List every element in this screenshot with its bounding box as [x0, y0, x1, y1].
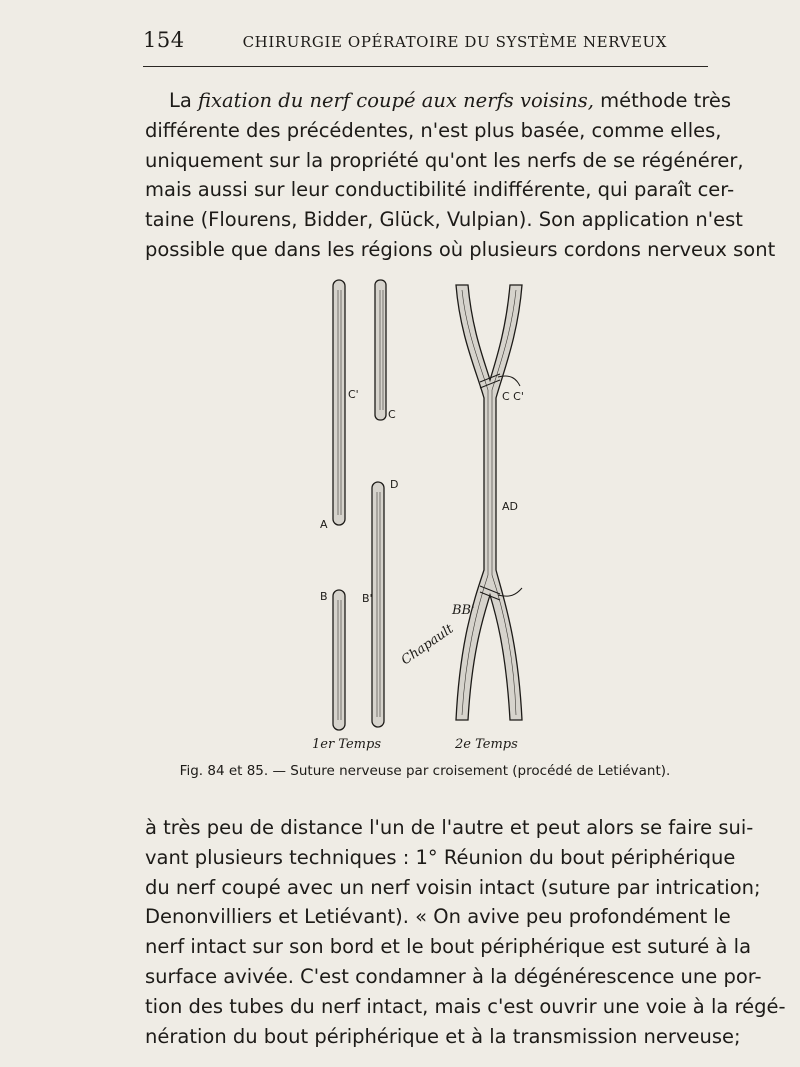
nerve-segment-b — [333, 590, 345, 730]
text-line: uniquement sur la propriété qu'ont les nerfs de se régénérer, — [145, 148, 744, 172]
italic-phrase: fixation du nerf coupé aux nerfs voisins, — [198, 89, 594, 112]
nerve-segment-c — [375, 280, 386, 420]
text-line: mais aussi sur leur conductibilité indifférente, qui paraît cer- — [145, 178, 735, 202]
nerve-suture-figure — [300, 270, 560, 760]
handwritten-second-step: 2e Temps — [455, 737, 518, 752]
text-line: vant plusieurs techniques : 1° Réunion du bout périphérique — [145, 845, 736, 869]
page-number: 154 — [143, 28, 185, 52]
page-header — [143, 28, 708, 56]
handwritten-first-step: 1er Temps — [312, 737, 381, 752]
paragraph-top — [145, 86, 776, 265]
header-rule — [143, 66, 708, 67]
label-a: A — [320, 518, 328, 531]
text-line: différente des précédentes, n'est plus basée, comme elles, — [145, 118, 722, 142]
label-c-prime: C' — [348, 388, 359, 401]
label-b: B — [320, 590, 328, 603]
nerve-segment-a — [333, 280, 345, 525]
text-line: tion des tubes du nerf intact, mais c'est ouvrir une voie à la régé- — [145, 994, 786, 1018]
text-line: Denonvilliers et Letiévant). « On avive peu profondément le — [145, 905, 731, 929]
figure-caption: Fig. 84 et 85. — Suture nerveuse par croisement (procédé de Letiévant). — [179, 763, 671, 779]
text-line: taine (Flourens, Bidder, Glück, Vulpian). Son application n'est — [145, 208, 743, 232]
text-line: nerf intact sur son bord et le bout périphérique est suturé à la — [145, 935, 752, 959]
label-b-prime: B' — [362, 592, 373, 605]
text-line: La fixation du nerf coupé aux nerfs voisins, méthode très — [169, 89, 732, 112]
label-cc-prime: C C' — [502, 390, 524, 403]
text-line: nération du bout périphérique et à la transmission nerveuse; — [145, 1024, 741, 1048]
text-line: surface avivée. C'est condamner à la dégénérescence une por- — [145, 964, 762, 988]
nerve-segment-d — [372, 482, 384, 727]
handwritten-signature: Chapault — [398, 621, 457, 669]
label-d: D — [390, 478, 399, 491]
text-line: possible que dans les régions où plusieurs cordons nerveux sont — [145, 237, 776, 261]
text-line: à très peu de distance l'un de l'autre et peut alors se faire sui- — [145, 816, 754, 839]
paragraph-bottom — [145, 813, 786, 1051]
label-ad: AD — [502, 500, 518, 513]
label-c: C — [388, 408, 396, 421]
running-title: CHIRURGIE OPÉRATOIRE DU SYSTÈME NERVEUX — [242, 33, 668, 51]
label-bb-prime: BB' — [452, 603, 475, 618]
first-step-drawing — [333, 280, 386, 730]
text-line: du nerf coupé avec un nerf voisin intact (suture par intrication; — [145, 875, 761, 899]
